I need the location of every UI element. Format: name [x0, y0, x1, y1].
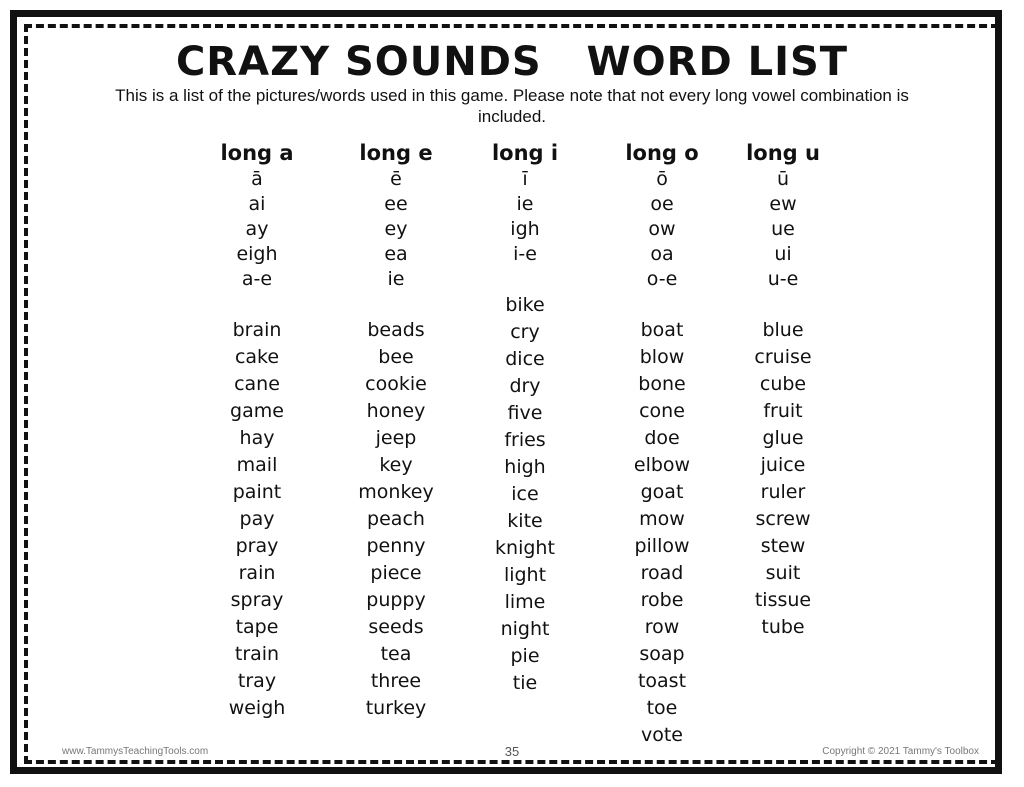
word-item: blow [639, 346, 685, 368]
word-item: light [503, 564, 547, 586]
spelling-item: u-e [767, 268, 799, 290]
word-item: piece [370, 562, 422, 584]
spelling-list [326, 167, 466, 292]
spelling-item: ie [516, 193, 534, 215]
word-item: peach [367, 508, 425, 530]
word-item: cruise [754, 346, 812, 368]
word-item: five [507, 402, 543, 424]
word-item: lime [504, 591, 546, 613]
word-item: spray [230, 589, 284, 611]
word-item: monkey [358, 481, 434, 503]
word-item: elbow [633, 454, 691, 476]
word-item: brain [232, 319, 282, 341]
word-item: paint [232, 481, 282, 503]
footer-website: www.TammysTeachingTools.com [62, 746, 209, 757]
spelling-item: ey [384, 218, 408, 240]
page-number: 35 [504, 744, 520, 759]
spelling-item: ow [648, 218, 676, 240]
spelling-item: ee [384, 193, 408, 215]
word-item: jeep [375, 427, 417, 449]
word-list [455, 292, 595, 697]
column-long-e [326, 140, 466, 722]
word-item: key [379, 454, 413, 476]
spelling-item: ā [251, 168, 263, 190]
spelling-list [455, 167, 595, 267]
page-title: CRAZY SOUNDS WORD LIST [175, 39, 849, 85]
word-item: high [504, 456, 546, 478]
word-item: goat [640, 481, 684, 503]
spelling-item: eigh [236, 243, 278, 265]
spelling-item: ay [245, 218, 269, 240]
word-item: pay [239, 508, 275, 530]
word-item: weigh [228, 697, 286, 719]
spelling-item: igh [510, 218, 540, 240]
word-item: juice [760, 454, 806, 476]
spacer [713, 292, 853, 317]
word-item: beads [367, 319, 425, 341]
word-item: tea [380, 643, 412, 665]
spelling-item: ū [776, 168, 790, 190]
word-item: three [370, 670, 422, 692]
word-item: screw [755, 508, 811, 530]
word-item: glue [762, 427, 804, 449]
column-long-i [455, 140, 595, 697]
word-item: mow [639, 508, 685, 530]
word-item: hay [239, 427, 275, 449]
word-item: penny [366, 535, 426, 557]
column-heading: long a [220, 141, 294, 165]
word-item: road [640, 562, 684, 584]
word-item: night [500, 618, 550, 640]
word-item: stew [760, 535, 806, 557]
spelling-item: ea [384, 243, 408, 265]
word-item: mail [236, 454, 278, 476]
word-item: tray [237, 670, 277, 692]
word-item: fries [504, 429, 546, 451]
word-item: boat [640, 319, 684, 341]
spelling-item: i-e [513, 243, 537, 265]
footer-copyright: Copyright © 2021 Tammy's Toolbox [822, 746, 979, 757]
column-long-o [592, 140, 732, 749]
word-list [187, 317, 327, 722]
column-heading: long e [359, 141, 433, 165]
word-item: soap [639, 643, 685, 665]
spacer [326, 292, 466, 317]
word-item: bike [505, 294, 545, 316]
word-item: seeds [368, 616, 424, 638]
spelling-item: oe [650, 193, 674, 215]
word-item: tissue [754, 589, 812, 611]
spelling-list [592, 167, 732, 292]
word-list [326, 317, 466, 722]
spelling-item: ō [656, 168, 668, 190]
word-item: rain [238, 562, 276, 584]
word-item: toe [646, 697, 678, 719]
word-item: cry [510, 321, 540, 343]
spacer [187, 292, 327, 317]
word-item: tube [761, 616, 805, 638]
column-heading: long u [746, 141, 820, 165]
word-item: puppy [366, 589, 426, 611]
word-item: kite [507, 510, 543, 532]
spelling-list [187, 167, 327, 292]
spacer [592, 292, 732, 317]
column-heading: long o [625, 141, 699, 165]
word-item: bee [378, 346, 414, 368]
word-item: cane [234, 373, 280, 395]
word-item: ruler [760, 481, 806, 503]
page-subtitle: This is a list of the pictures/words used in this game. Please note that not every long vowel combination is included. [115, 86, 909, 126]
word-item: doe [644, 427, 680, 449]
word-item: dry [509, 375, 541, 397]
word-item: ice [511, 483, 539, 505]
word-list [592, 317, 732, 749]
word-item: tie [512, 672, 538, 694]
word-item: bone [638, 373, 686, 395]
spelling-item: ie [387, 268, 405, 290]
word-item: dice [505, 348, 545, 370]
spelling-item: ew [769, 193, 797, 215]
word-item: cube [759, 373, 807, 395]
word-item: toast [637, 670, 687, 692]
word-item: cookie [365, 373, 427, 395]
column-long-u [713, 140, 853, 641]
spelling-item: ē [390, 168, 402, 190]
word-list [713, 317, 853, 641]
word-item: knight [495, 537, 555, 559]
word-item: honey [366, 400, 426, 422]
column-long-a [187, 140, 327, 722]
word-item: pillow [634, 535, 690, 557]
word-item: fruit [763, 400, 803, 422]
word-item: cone [639, 400, 685, 422]
word-item: suit [765, 562, 801, 584]
word-item: cake [234, 346, 280, 368]
word-item: turkey [365, 697, 427, 719]
word-item: tape [235, 616, 279, 638]
spelling-item: ue [771, 218, 795, 240]
column-heading: long i [491, 141, 559, 165]
spelling-item: ai [248, 193, 266, 215]
spelling-item: ī [522, 168, 528, 190]
spelling-list [713, 167, 853, 292]
word-item: game [230, 400, 284, 422]
spelling-item: oa [650, 243, 674, 265]
word-item: pray [235, 535, 279, 557]
spelling-item: ui [774, 243, 792, 265]
word-item: vote [640, 724, 683, 746]
word-item: pie [510, 645, 540, 667]
word-item: row [644, 616, 680, 638]
word-item: blue [762, 319, 804, 341]
word-item: robe [640, 589, 684, 611]
spelling-item: o-e [646, 268, 678, 290]
word-item: train [234, 643, 280, 665]
spacer [455, 267, 595, 292]
spelling-item: a-e [241, 268, 273, 290]
